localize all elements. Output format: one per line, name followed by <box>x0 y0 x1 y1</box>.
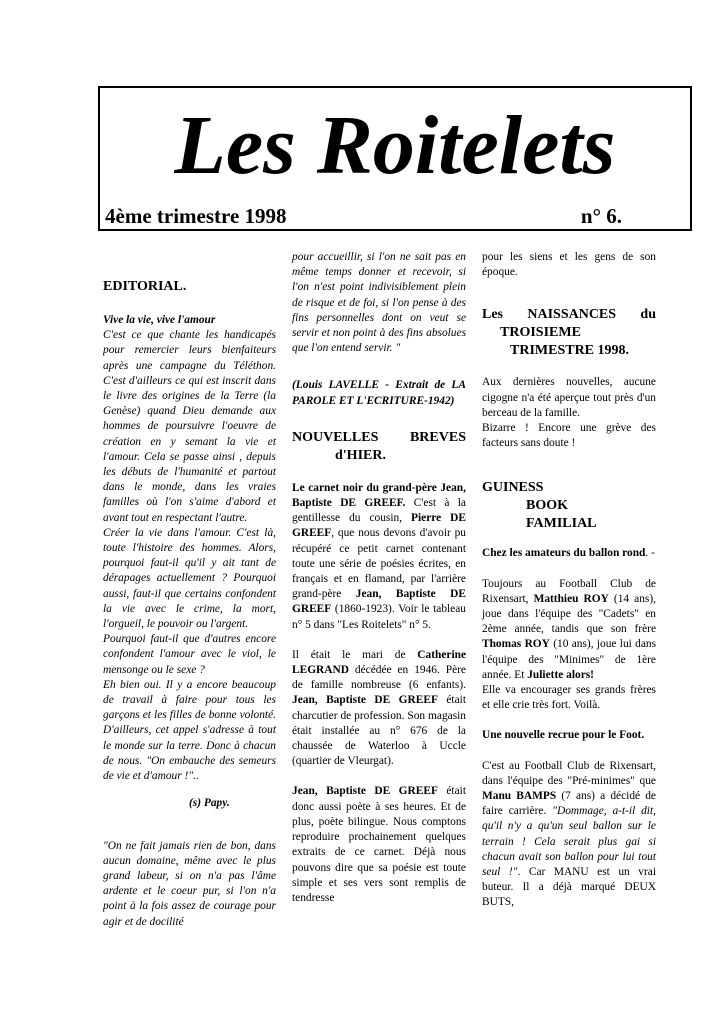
editorial-signature: (s) Papy. <box>189 797 230 810</box>
poete-paragraph: Jean, Baptiste DE GREEF était donc aussi poète à ses heures. Et de plus, poète bilingue. Nous comptons reproduire prochainement quelques extraits de ce carnet. Déjà nous pouvons dire que sa poésie est toute simple et ses vers sont remplis de tendresse <box>292 785 466 904</box>
naissances-heading-d: TROISIEME <box>500 325 581 341</box>
edition-label: 4ème trimestre 1998 <box>105 204 287 228</box>
newsletter-title: Les Roitelets <box>174 99 616 192</box>
guiness-heading-a: GUINESS <box>482 480 544 496</box>
editorial-para-2: Créer la vie dans l'amour. C'est là, toute l'histoire des hommes. Alors, pourquoi faut-il qu'il y ait tant de dérapages actuellement ? Pourquoi aussi, faut-il que certains confondent la vie avec le crime, la mort, l'orgueil, le pouvoir ou l'argent. <box>103 526 276 631</box>
column-1 <box>103 250 276 930</box>
quote-source: (Louis LAVELLE - Extrait de LA PAROLE ET L'ECRITURE-1942) <box>292 379 466 407</box>
manu-paragraph: C'est au Football Club de Rixensart, dans l'équipe des "Pré-minimes" que Manu BAMPS (7 ans) a décidé de faire carrière. "Dommage, a-t-il dit, qu'il n'y a qu'un seul ballon sur le terrain ! Cela serait plus gai si chacun avait son ballon pour lui tout seul !". Car MANU est un vrai buteur. Il a déjà marqué DEUX BUTS, <box>482 759 656 909</box>
guiness-heading-b: BOOK <box>526 498 569 514</box>
naissances-body-2: Bizarre ! Encore une grève des facteurs sans doute ! <box>482 422 656 450</box>
nouvelles-heading-b: BREVES <box>409 429 466 445</box>
naissances-body: Aux dernières nouvelles, aucune cigogne n'a été aperçue tout près d'un berceau de la famille. <box>482 376 656 419</box>
lavelle-quote: "On ne fait jamais rien de bon, dans aucun domaine, même avec le plus grand labeur, si on n'a pas l'âme ardente et le coeur pur, si l'on n'a point à la fois assez de courage pour agir et de docilité <box>103 839 276 928</box>
nouvelles-heading <box>292 429 466 447</box>
carnet-intro: Le carnet noir du grand-père Jean, Baptiste DE GREEF. <box>292 481 466 510</box>
mari-paragraph: Il était le mari de Catherine LEGRAND décédée en 1946. Père de famille nombreuse (6 enfants). Jean, Baptiste DE GREEF était charcutier de profession. Son magasin était installée au n° 676 de la chaussée de Waterloo à Uccle (quartier de Vleurgat). <box>292 648 466 768</box>
rixensart-paragraph: Toujours au Football Club de Rixensart, Matthieu ROY (14 ans), joue dans l'équipe des "Cadets" en 2ème année, tandis que son frère Thomas ROY (10 ans), joue lui dans l'équipe des "Minimes" de 1ère année. Et Juliette alors! <box>482 577 657 681</box>
editorial-para-4: Eh bien oui. Il y a encore beaucoup de travail à faire pour tous les garçons et les filles de bonne volonté. D'ailleurs, cet appel s'adresse à tout le monde sur la terre. Donc à chacun de nous. "On embauche des semeurs de vie et d'amour !".. <box>103 678 276 783</box>
naissances-heading: Les NAISSANCES du <box>482 307 656 323</box>
nouvelles-heading-a: NOUVELLES <box>292 429 379 445</box>
editorial-para-3: Pourquoi faut-il que d'autres encore confondent l'amour avec le viol, le mensonge ou le sexe ? <box>103 633 276 676</box>
lavelle-quote-continued: pour accueillir, si l'on ne sait pas en même temps donner et recevoir, si l'on n'est point indivisiblement plein de risque et de foi, si l'on pense à des fins personnelles dont on veut se servir et non point à des fins absolues que l'on entend servir. " <box>292 251 466 355</box>
col3-continued: pour les siens et les gens de son époque. <box>482 251 656 279</box>
juliette-paragraph: Elle va encourager ses grands frères et elle crie très fort. Voilà. <box>482 684 656 712</box>
ballon-subheading: Chez les amateurs du ballon rond. - <box>482 547 655 560</box>
carnet-paragraph: Le carnet noir du grand-père Jean, Baptiste DE GREEF. C'est à la gentillesse du cousin, Pierre DE GREEF, que nous devons d'avoir pu récupéré ce petit carnet contenant toute une série de poésies écrites, en français et en flamand, par l'arrière grand-père Jean, Baptiste DE GREEF (1860-1923). Voir le tableau n° 5 dans "Les Roitelets" n° 5. <box>292 481 467 631</box>
column-3 <box>482 250 656 911</box>
naissances-heading-e: TRIMESTRE 1998. <box>510 343 630 359</box>
editorial-heading: EDITORIAL. <box>103 279 187 294</box>
masthead <box>98 86 692 231</box>
column-2 <box>292 250 466 906</box>
guiness-heading-c: FAMILIAL <box>526 516 597 532</box>
recrue-subheading: Une nouvelle recrue pour le Foot. <box>482 729 645 742</box>
nouvelles-heading-c: d'HIER. <box>335 447 386 463</box>
editorial-subheading: Vive la vie, vive l'amour <box>103 314 216 326</box>
issue-number: n° 6. <box>580 204 622 228</box>
editorial-body: C'est ce que chante les handicapés pour remercier leurs bienfaiteurs après une campagne du Téléthon. C'est d'ailleurs ce qui est inscrit dans le livre des origines de la Terre (la Genèse) quand Dieu demande aux hommes de poursuivre l'oeuvre de création en y semant la vie et l'amour. Cela se passe ainsi , depuis les débuts de l'humanité et partout dans le monde, dans les vraies familles où l'on s'aime d'abord et avant tout en respectant l'autre. <box>103 329 276 524</box>
